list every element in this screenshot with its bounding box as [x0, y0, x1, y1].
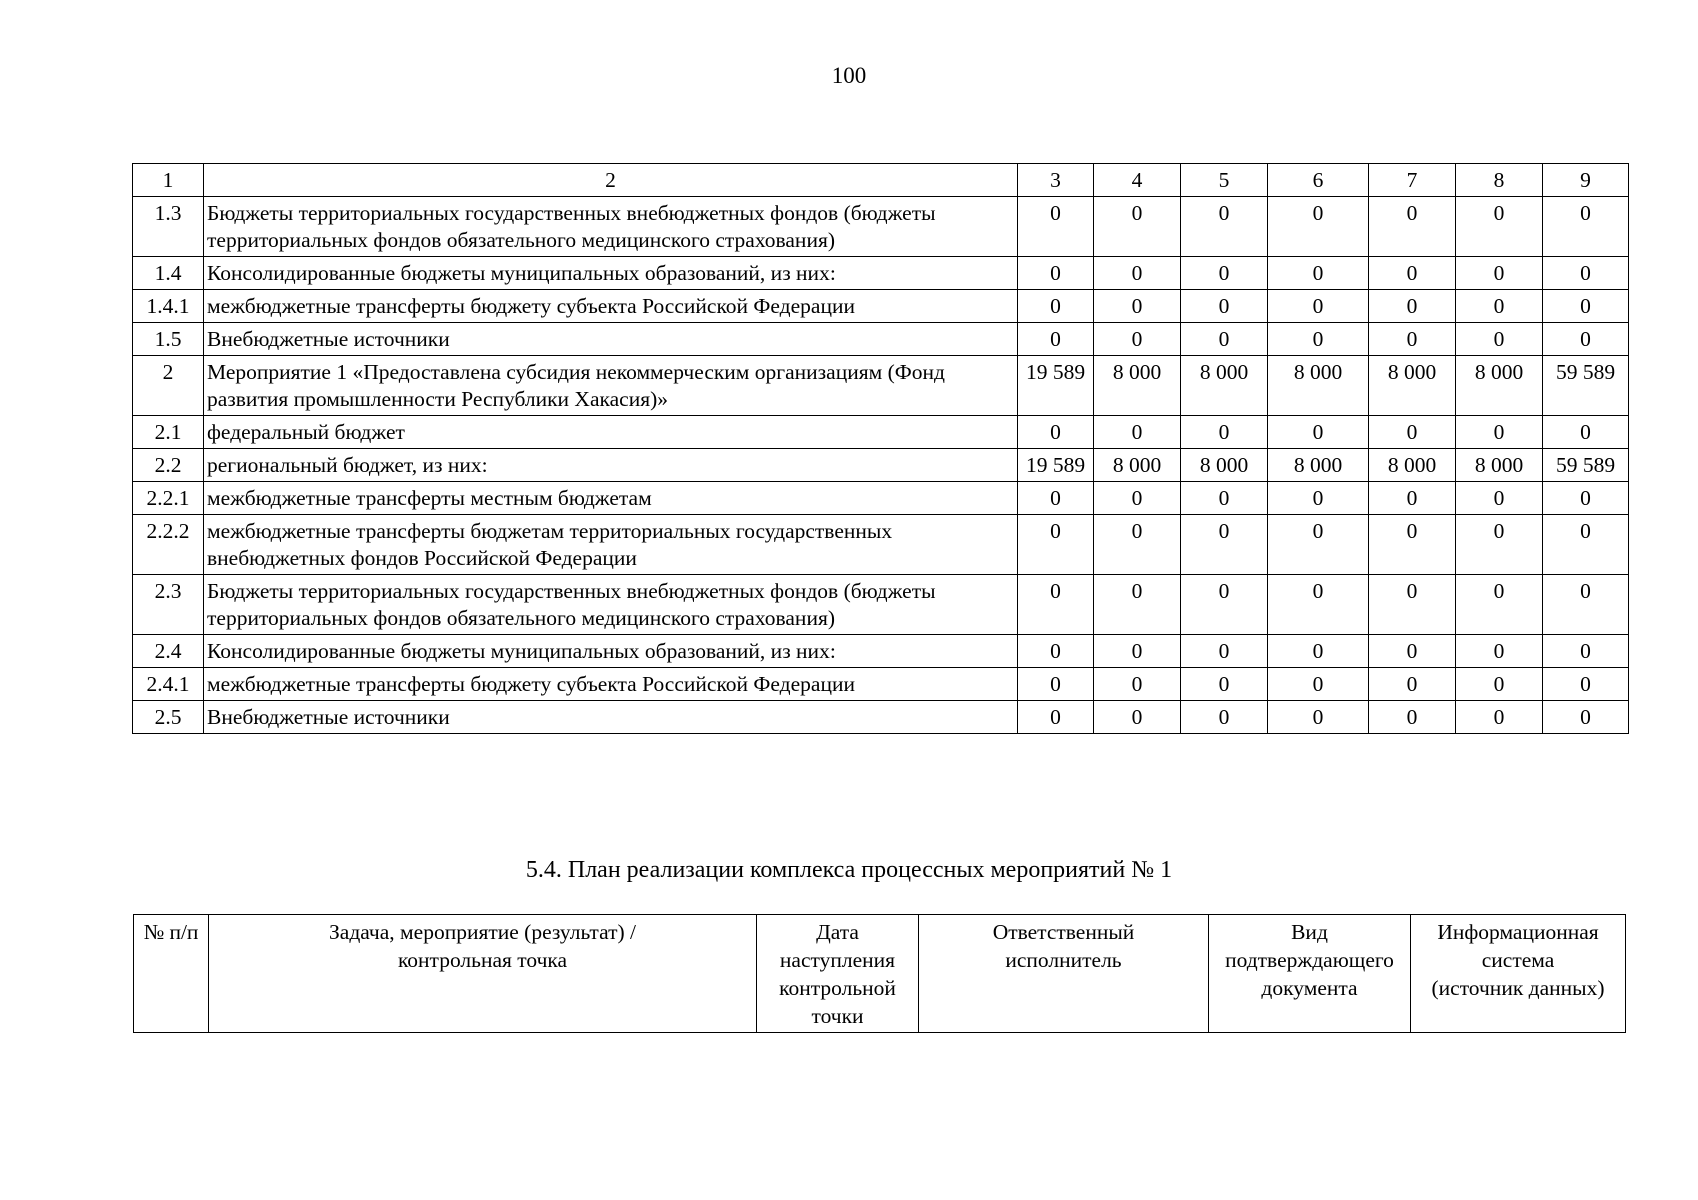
value-cell: 0	[1369, 323, 1456, 356]
table-row	[133, 515, 1629, 575]
column-header-system: Информационная система (источник данных)	[1411, 915, 1626, 1033]
table-row	[133, 701, 1629, 734]
value-cell: 0	[1456, 482, 1543, 515]
value-cell: 0	[1181, 575, 1268, 635]
table-row	[133, 635, 1629, 668]
page-number: 100	[831, 63, 867, 88]
value-cell: 0	[1018, 635, 1094, 668]
table-header-row	[133, 164, 1629, 197]
value-cell: 0	[1268, 323, 1369, 356]
value-cell: 0	[1369, 701, 1456, 734]
value-cell: 0	[1018, 701, 1094, 734]
row-number: 2.1	[133, 416, 204, 449]
row-number: 2.3	[133, 575, 204, 635]
value-cell: 0	[1268, 668, 1369, 701]
column-header: 9	[1543, 164, 1629, 197]
row-number: 2.2	[133, 449, 204, 482]
column-header-document: Вид подтверждающего документа	[1209, 915, 1411, 1033]
value-cell: 0	[1369, 575, 1456, 635]
row-description: Консолидированные бюджеты муниципальных образований, из них:	[204, 257, 1018, 290]
value-cell: 0	[1543, 197, 1629, 257]
value-cell: 0	[1543, 290, 1629, 323]
row-number: 2.2.2	[133, 515, 204, 575]
row-description: Бюджеты территориальных государственных внебюджетных фондов (бюджеты территориальных фондов обязательного медицинского страхования)	[204, 575, 1018, 635]
value-cell: 0	[1094, 635, 1181, 668]
row-description: межбюджетные трансферты местным бюджетам	[204, 482, 1018, 515]
column-header-number: № п/п	[134, 915, 209, 1033]
value-cell: 0	[1018, 482, 1094, 515]
section-title: 5.4. План реализации комплекса процессных мероприятий № 1	[525, 857, 1173, 883]
value-cell: 0	[1181, 701, 1268, 734]
value-cell: 0	[1181, 635, 1268, 668]
column-header: 2	[204, 164, 1018, 197]
row-number: 1.5	[133, 323, 204, 356]
row-number: 2.5	[133, 701, 204, 734]
value-cell: 8 000	[1268, 356, 1369, 416]
table-row	[133, 197, 1629, 257]
row-number: 1.3	[133, 197, 204, 257]
row-number: 1.4.1	[133, 290, 204, 323]
value-cell: 8 000	[1456, 356, 1543, 416]
value-cell: 0	[1094, 257, 1181, 290]
column-header: 7	[1369, 164, 1456, 197]
table-row	[133, 449, 1629, 482]
value-cell: 0	[1268, 416, 1369, 449]
value-cell: 0	[1181, 323, 1268, 356]
value-cell: 0	[1181, 668, 1268, 701]
table-row	[133, 257, 1629, 290]
column-header: 8	[1456, 164, 1543, 197]
value-cell: 0	[1018, 575, 1094, 635]
value-cell: 0	[1543, 515, 1629, 575]
value-cell: 0	[1018, 323, 1094, 356]
value-cell: 0	[1543, 701, 1629, 734]
value-cell: 0	[1181, 482, 1268, 515]
value-cell: 0	[1268, 257, 1369, 290]
value-cell: 0	[1268, 701, 1369, 734]
value-cell: 0	[1369, 668, 1456, 701]
table-row	[133, 575, 1629, 635]
value-cell: 0	[1543, 482, 1629, 515]
value-cell: 19 589	[1018, 356, 1094, 416]
value-cell: 8 000	[1094, 449, 1181, 482]
value-cell: 0	[1268, 197, 1369, 257]
value-cell: 0	[1094, 482, 1181, 515]
value-cell: 59 589	[1543, 449, 1629, 482]
row-description: межбюджетные трансферты бюджетам территориальных государственных внебюджетных фондов Российской Федерации	[204, 515, 1018, 575]
value-cell: 8 000	[1094, 356, 1181, 416]
value-cell: 0	[1456, 701, 1543, 734]
column-header: 5	[1181, 164, 1268, 197]
row-description: Внебюджетные источники	[204, 323, 1018, 356]
value-cell: 0	[1456, 416, 1543, 449]
table-row	[133, 323, 1629, 356]
value-cell: 0	[1018, 416, 1094, 449]
value-cell: 8 000	[1456, 449, 1543, 482]
value-cell: 0	[1543, 323, 1629, 356]
value-cell: 59 589	[1543, 356, 1629, 416]
row-description: федеральный бюджет	[204, 416, 1018, 449]
value-cell: 8 000	[1181, 356, 1268, 416]
value-cell: 0	[1369, 515, 1456, 575]
value-cell: 0	[1094, 290, 1181, 323]
value-cell: 0	[1268, 635, 1369, 668]
table-row	[133, 416, 1629, 449]
value-cell: 0	[1369, 197, 1456, 257]
value-cell: 0	[1094, 197, 1181, 257]
value-cell: 0	[1094, 323, 1181, 356]
column-header-task: Задача, мероприятие (результат) / контрольная точка	[209, 915, 757, 1033]
value-cell: 0	[1018, 290, 1094, 323]
value-cell: 0	[1456, 668, 1543, 701]
table-row	[133, 668, 1629, 701]
row-number: 2.4.1	[133, 668, 204, 701]
value-cell: 0	[1094, 575, 1181, 635]
value-cell: 0	[1181, 290, 1268, 323]
value-cell: 8 000	[1369, 449, 1456, 482]
value-cell: 0	[1456, 323, 1543, 356]
value-cell: 0	[1543, 635, 1629, 668]
row-description: Консолидированные бюджеты муниципальных образований, из них:	[204, 635, 1018, 668]
value-cell: 0	[1456, 575, 1543, 635]
value-cell: 0	[1268, 482, 1369, 515]
value-cell: 0	[1094, 416, 1181, 449]
row-number: 1.4	[133, 257, 204, 290]
value-cell: 19 589	[1018, 449, 1094, 482]
value-cell: 0	[1018, 197, 1094, 257]
table-row	[133, 290, 1629, 323]
value-cell: 0	[1018, 257, 1094, 290]
value-cell: 0	[1094, 515, 1181, 575]
row-description: межбюджетные трансферты бюджету субъекта Российской Федерации	[204, 290, 1018, 323]
row-description: Внебюджетные источники	[204, 701, 1018, 734]
value-cell: 0	[1268, 515, 1369, 575]
value-cell: 0	[1181, 515, 1268, 575]
value-cell: 0	[1543, 416, 1629, 449]
value-cell: 0	[1094, 668, 1181, 701]
value-cell: 0	[1543, 575, 1629, 635]
value-cell: 0	[1369, 416, 1456, 449]
column-header: 6	[1268, 164, 1369, 197]
value-cell: 0	[1456, 257, 1543, 290]
row-description: региональный бюджет, из них:	[204, 449, 1018, 482]
value-cell: 0	[1369, 257, 1456, 290]
value-cell: 0	[1181, 257, 1268, 290]
row-description: Бюджеты территориальных государственных внебюджетных фондов (бюджеты территориальных фондов обязательного медицинского страхования)	[204, 197, 1018, 257]
value-cell: 0	[1369, 635, 1456, 668]
value-cell: 8 000	[1268, 449, 1369, 482]
row-description: Мероприятие 1 «Предоставлена субсидия некоммерческим организациям (Фонд развития промышленности Республики Хакасия)»	[204, 356, 1018, 416]
row-number: 2.2.1	[133, 482, 204, 515]
table-header-row	[134, 915, 1626, 1033]
value-cell: 0	[1456, 290, 1543, 323]
value-cell: 0	[1268, 290, 1369, 323]
value-cell: 0	[1456, 197, 1543, 257]
table-row	[133, 356, 1629, 416]
value-cell: 0	[1369, 482, 1456, 515]
row-number: 2.4	[133, 635, 204, 668]
value-cell: 0	[1456, 515, 1543, 575]
financing-table-body	[133, 164, 1629, 734]
value-cell: 0	[1543, 257, 1629, 290]
table-row	[133, 482, 1629, 515]
row-description: межбюджетные трансферты бюджету субъекта Российской Федерации	[204, 668, 1018, 701]
value-cell: 8 000	[1369, 356, 1456, 416]
column-header: 4	[1094, 164, 1181, 197]
value-cell: 0	[1018, 668, 1094, 701]
value-cell: 0	[1369, 290, 1456, 323]
column-header: 1	[133, 164, 204, 197]
value-cell: 0	[1018, 515, 1094, 575]
column-header-date: Дата наступления контрольной точки	[757, 915, 919, 1033]
implementation-plan-table	[133, 914, 1626, 1033]
value-cell: 0	[1543, 668, 1629, 701]
column-header: 3	[1018, 164, 1094, 197]
value-cell: 0	[1456, 635, 1543, 668]
value-cell: 8 000	[1181, 449, 1268, 482]
value-cell: 0	[1268, 575, 1369, 635]
column-header-executor: Ответственный исполнитель	[919, 915, 1209, 1033]
row-number: 2	[133, 356, 204, 416]
value-cell: 0	[1181, 416, 1268, 449]
value-cell: 0	[1181, 197, 1268, 257]
financing-table	[132, 163, 1629, 734]
value-cell: 0	[1094, 701, 1181, 734]
